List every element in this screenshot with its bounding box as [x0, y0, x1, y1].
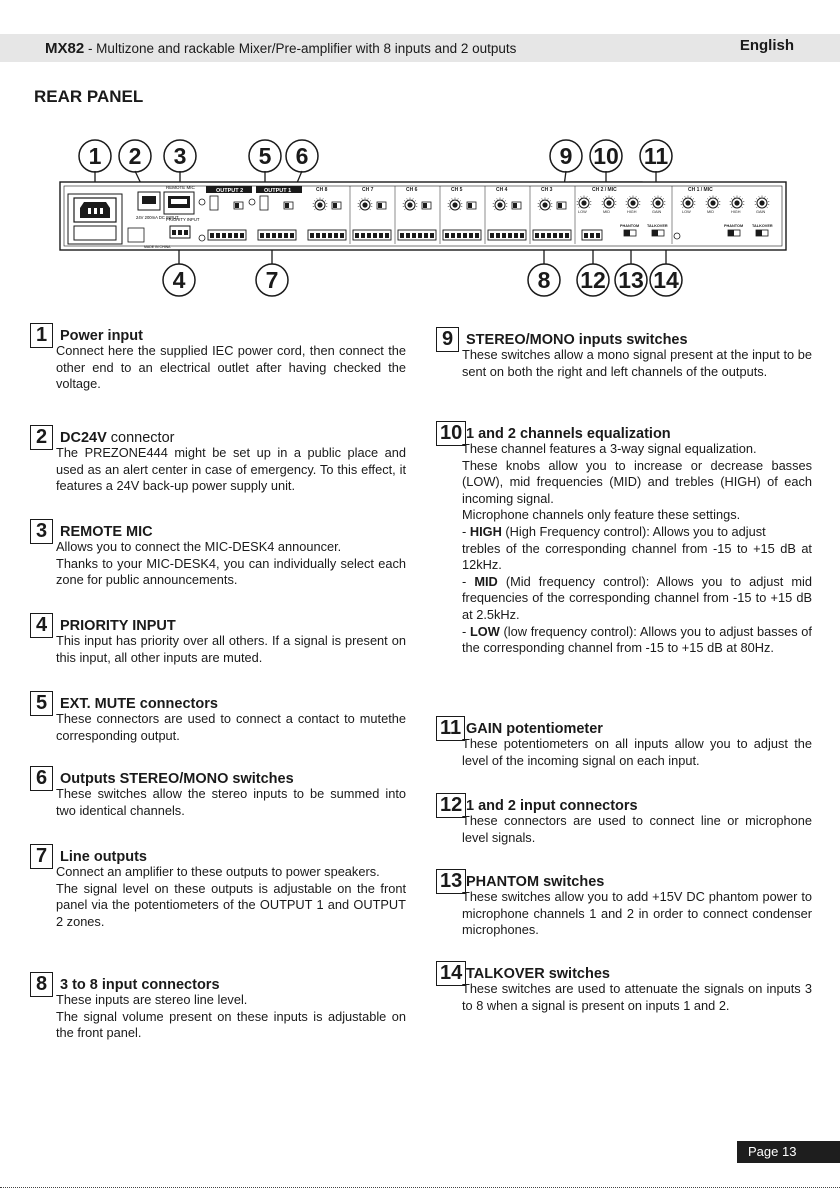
model-name: MX82	[45, 40, 85, 57]
svg-text:11: 11	[643, 143, 669, 169]
item-title-text: GAIN potentiometer	[466, 721, 603, 737]
item-description	[56, 539, 406, 589]
item-title	[60, 977, 220, 993]
callout-7	[256, 264, 288, 296]
callout-9	[550, 140, 582, 172]
callout-5	[249, 140, 281, 172]
description-paragraph: These connectors are used to connect a contact to mutethe corresponding output.	[56, 711, 406, 743]
item-title	[60, 771, 294, 787]
item-number-badge: 7	[30, 844, 53, 869]
item-title	[466, 426, 671, 442]
rear-panel-diagram	[0, 130, 840, 305]
ch5-label: CH 5	[451, 187, 463, 193]
description-paragraph: Microphone channels only feature these settings.	[462, 507, 741, 523]
section-title: REAR PANEL	[34, 87, 144, 106]
item-title-text: Outputs STEREO/MONO switches	[60, 771, 294, 787]
item-title-text: 3 to 8 input connectors	[60, 977, 220, 993]
item-title	[60, 696, 218, 712]
item-description	[56, 711, 406, 744]
header-title	[45, 40, 516, 57]
description-paragraph: Connect an amplifier to these outputs to power speakers.	[56, 864, 380, 879]
item-title	[60, 524, 153, 540]
item-description	[56, 343, 406, 393]
description-paragraph: These connectors are used to connect line or microphone level signals.	[462, 813, 812, 845]
item-description	[462, 441, 812, 657]
ch2-gain-label: GAIN	[652, 210, 662, 214]
item-description	[462, 736, 812, 769]
description-paragraph: Thanks to your MIC-DESK4, you can individually select each zone for public announcements.	[56, 555, 406, 588]
footer-line	[0, 1187, 840, 1188]
item-number-badge: 6	[30, 766, 53, 791]
page-header	[0, 0, 840, 62]
svg-text:7: 7	[265, 267, 279, 293]
description-paragraph: Connect here the supplied IEC power cord, then connect the other end to an electrical outlet after having checked the voltage.	[56, 343, 406, 392]
item-title-text: 1 and 2 input connectors	[466, 798, 638, 814]
item-number-badge: 9	[436, 327, 459, 352]
ch2-low-label: LOW	[578, 210, 587, 214]
item-title	[466, 874, 604, 890]
eq-description: - MID (Mid frequency control): Allows you to adjust mid frequencies of the corresponding channel from -15 to +15 dB at 2.5kHz.	[462, 573, 812, 622]
callout-3	[164, 140, 196, 172]
ch1-phantom-label: PHANTOM	[724, 224, 744, 228]
item-title-text: EXT. MUTE connectors	[60, 696, 218, 712]
svg-text:13: 13	[618, 267, 644, 293]
ch1-low-label: LOW	[682, 210, 691, 214]
item-title	[60, 849, 147, 865]
item-number-badge: 2	[30, 425, 53, 450]
item-number-badge: 11	[436, 716, 465, 741]
svg-text:4: 4	[172, 267, 186, 293]
ch1-talkover-label: TALKOVER	[752, 224, 773, 228]
ch2-mid-label: MID	[603, 210, 610, 214]
description-paragraph: These potentiometers on all inputs allow you to adjust the level of the incoming signal on each input.	[462, 736, 812, 768]
item-number-badge: 8	[30, 972, 53, 997]
item-title-text: PRIORITY INPUT	[60, 618, 176, 634]
svg-text:12: 12	[580, 267, 606, 293]
svg-text:3: 3	[173, 143, 187, 169]
svg-text:1: 1	[88, 143, 102, 169]
item-number-badge: 4	[30, 613, 53, 638]
description-paragraph: The signal volume present on these inputs is adjustable on the front panel.	[56, 1008, 406, 1041]
item-title	[60, 430, 174, 446]
item-title-suffix: connector	[106, 430, 175, 446]
callout-14	[650, 264, 682, 296]
item-title-text: Line outputs	[60, 849, 147, 865]
item-number-badge: 1	[30, 323, 53, 348]
callout-1	[79, 140, 111, 172]
svg-text:14: 14	[653, 267, 679, 293]
svg-text:10: 10	[593, 143, 619, 169]
item-title-text: DC24V	[60, 430, 107, 446]
rear-panel-svg	[0, 130, 840, 305]
item-description	[56, 992, 406, 1042]
eq-description: trebles of the corresponding channel from -15 to +15 dB at 12kHz.	[462, 540, 812, 573]
callout-6	[286, 140, 318, 172]
ch2-label: CH 2 / MIC	[592, 187, 617, 193]
description-paragraph: The PREZONE444 might be set up in a public place and used as an alert center in case of emergency. To this effect, it features a 24V back-up power supply unit.	[56, 445, 406, 494]
description-paragraph: These inputs are stereo line level.	[56, 992, 248, 1007]
svg-text:9: 9	[559, 143, 573, 169]
item-title	[466, 721, 603, 737]
item-number-badge: 14	[436, 961, 466, 986]
item-description	[56, 786, 406, 819]
description-paragraph: Allows you to connect the MIC-DESK4 announcer.	[56, 539, 342, 554]
item-title-text: PHANTOM switches	[466, 874, 605, 890]
remote-mic-label: REMOTE MIC	[166, 185, 195, 190]
page-number: Page 13	[737, 1141, 840, 1163]
item-title	[466, 798, 638, 814]
item-description	[462, 889, 812, 939]
description-paragraph: These knobs allow you to increase or decrease basses (LOW), mid frequencies (MID) and trebles (HIGH) of each incoming signal.	[462, 457, 812, 506]
callout-2	[119, 140, 151, 172]
description-paragraph: These switches are used to attenuate the signals on inputs 3 to 8 when a signal is present on inputs 1 and 2.	[462, 981, 812, 1013]
callout-10	[590, 140, 622, 172]
priority-label: PRIORITY INPUT	[166, 217, 200, 222]
item-title	[60, 618, 176, 634]
eq-description: - HIGH (High Frequency control): Allows you to adjust	[462, 523, 766, 539]
callout-13	[615, 264, 647, 296]
dc-input-label: 24V 200mA DC INPUT	[136, 215, 179, 220]
item-number-badge: 3	[30, 519, 53, 544]
svg-text:5: 5	[258, 143, 272, 169]
item-title-text: REMOTE MIC	[60, 524, 153, 540]
description-paragraph: This input has priority over all others. If a signal is present on this input, all other inputs are muted.	[56, 633, 406, 665]
output2-label: OUTPUT 2	[216, 188, 244, 194]
output1-label: OUTPUT 1	[264, 188, 292, 194]
item-title-text: Power input	[60, 328, 143, 344]
ch2-phantom-label: PHANTOM	[620, 224, 640, 228]
item-title	[466, 966, 610, 982]
ch1-mid-label: MID	[707, 210, 714, 214]
eq-description: - LOW (low frequency control): Allows you to adjust basses of the corresponding channel from -15 to +15 dB at 80Hz.	[462, 623, 812, 656]
item-number-badge: 13	[436, 869, 466, 894]
item-title	[466, 332, 688, 348]
ch6-label: CH 6	[406, 187, 418, 193]
item-description	[56, 445, 406, 495]
ch1-gain-label: GAIN	[756, 210, 766, 214]
ch2-high-label: HIGH	[627, 210, 637, 214]
svg-text:8: 8	[537, 267, 551, 293]
description-paragraph: These channel features a 3-way signal equalization.	[462, 441, 757, 456]
ch2-talkover-label: TALKOVER	[647, 224, 668, 228]
item-number-badge: 12	[436, 793, 466, 818]
svg-text:2: 2	[128, 143, 142, 169]
item-description	[462, 347, 812, 380]
callout-8	[528, 264, 560, 296]
description-paragraph: These switches allow you to add +15V DC phantom power to microphone channels 1 and 2 in order to connect condenser microphones.	[462, 889, 812, 938]
item-title-text: TALKOVER switches	[466, 966, 610, 982]
item-title-text: STEREO/MONO inputs switches	[466, 332, 688, 348]
ch4-label: CH 4	[496, 187, 508, 193]
description-paragraph: These switches allow the stereo inputs to be summed into two identical channels.	[56, 786, 406, 818]
ch1-label: CH 1 / MIC	[688, 187, 713, 193]
callout-4	[163, 264, 195, 296]
svg-text:6: 6	[295, 143, 309, 169]
item-description	[56, 864, 406, 930]
ch8-label: CH 8	[316, 187, 328, 193]
callout-11	[640, 140, 672, 172]
ch7-label: CH 7	[362, 187, 374, 193]
item-number-badge: 10	[436, 421, 466, 446]
item-description	[462, 981, 812, 1014]
item-title-text: 1 and 2 channels equalization	[466, 426, 671, 442]
header-subtitle: - Multizone and rackable Mixer/Pre-amplifier with 8 inputs and 2 outputs	[84, 41, 517, 56]
item-title	[60, 328, 143, 344]
item-description	[462, 813, 812, 846]
made-in-label: MADE IN CHINA	[144, 245, 171, 249]
ch3-label: CH 3	[541, 187, 553, 193]
item-description	[56, 633, 406, 666]
callout-12	[577, 264, 609, 296]
description-paragraph: These switches allow a mono signal present at the input to be sent on both the right and left channels of the outputs.	[462, 347, 812, 379]
ch1-high-label: HIGH	[731, 210, 741, 214]
item-number-badge: 5	[30, 691, 53, 716]
description-paragraph: The signal level on these outputs is adjustable on the front panel via the potentiometers of the OUTPUT 1 and OUTPUT 2 zones.	[56, 880, 406, 929]
language-label: English	[739, 37, 794, 54]
